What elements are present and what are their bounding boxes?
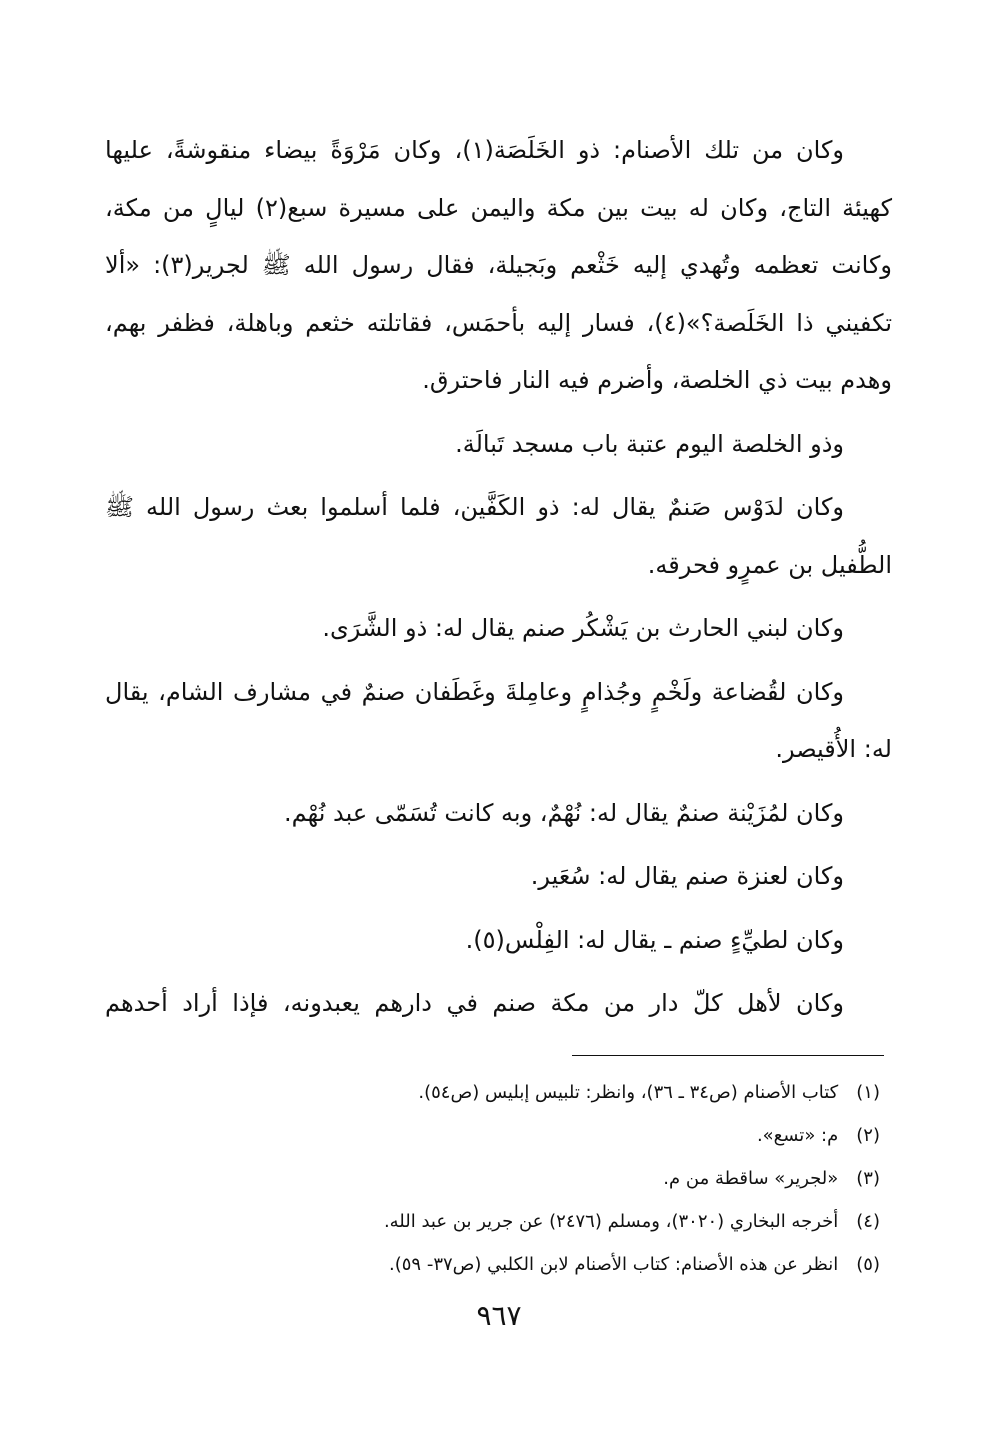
paragraph-bani-harith: وكان لبني الحارث بن يَشْكُر صنم يقال له: ذو الشَّرَى. — [322, 614, 844, 642]
paragraph-anaza: وكان لعنزة صنم يقال له: سُعَير. — [530, 862, 844, 890]
footnote-item — [240, 1243, 880, 1286]
main-text — [105, 122, 892, 1039]
footnotes — [240, 1071, 880, 1286]
footnote-number: (١) — [856, 1082, 880, 1103]
footnote-text: «لجرير» ساقطة من م. — [663, 1168, 839, 1189]
paragraph-daws: وكان لدَوْس صَنمٌ يقال له: ذو الكَفَّين، فلما أسلموا بعث رسول الله ﷺ الطُّفيل بن عمرٍو فحرقه. — [105, 493, 892, 579]
footnote-separator — [572, 1055, 884, 1056]
paragraph-ahl-makka: وكان لأهل كلّ دار من مكة صنم في دارهم يعبدونه، فإذا أراد أحدهم — [105, 989, 844, 1017]
footnote-text: م: «تسع». — [756, 1125, 839, 1146]
footnote-item — [240, 1157, 880, 1200]
footnote-number: (٥) — [856, 1254, 880, 1275]
footnote-text: انظر عن هذه الأصنام: كتاب الأصنام لابن الكلبي (ص٣٧- ٥٩). — [389, 1254, 839, 1275]
footnote-number: (٤) — [856, 1211, 880, 1232]
paragraph-tayy: وكان لطيِّءٍ صنم ـ يقال له: الفِلْس(٥). — [465, 925, 844, 954]
footnote-item — [240, 1114, 880, 1157]
footnote-item — [240, 1071, 880, 1114]
paragraph-muzayna: وكان لمُزَيْنة صنمٌ يقال له: نُهْمٌ، وبه كانت تُسَمّى عبد نُهْم. — [284, 798, 844, 827]
footnote-number: (٣) — [856, 1168, 880, 1189]
footnote-text: كتاب الأصنام (ص٣٤ ـ ٣٦)، وانظر: تلبيس إبليس (ص٥٤). — [418, 1082, 839, 1103]
paragraph-khalasa-today: وذو الخلصة اليوم عتبة باب مسجد تَبالَة. — [455, 429, 844, 458]
footnote-item — [240, 1200, 880, 1243]
paragraph-qudaa: وكان لقُضاعة ولَخْمٍ وجُذامٍ وعامِلةَ وغَطَفان صنمٌ في مشارف الشام، يقال له: الأُقيصر. — [105, 677, 892, 763]
paragraph-dhul-khalasa: وكان من تلك الأصنام: ذو الخَلَصَة(١)، وكان مَرْوَةً بيضاء منقوشةً، عليها كهيئة التاج، وكان له بيت بين مكة واليمن على مسيرة سبع(٢) ليالٍ من مكة، وكانت تعظمه وتُهدي إليه خَثْعم وبَجيلة، فقال رسول الله ﷺ لجرير(٣): «ألا تكفيني ذا الخَلَصة؟»(٤)، فسار إليه بأحمَس، فقاتلته خثعم وباهلة، فظفر بهم، وهدم بيت ذي الخلصة، وأضرم فيه النار فاحترق. — [105, 136, 893, 394]
footnote-number: (٢) — [856, 1125, 880, 1146]
page-number: ٩٦٧ — [476, 1299, 522, 1332]
footnote-text: أخرجه البخاري (٣٠٢٠)، ومسلم (٢٤٧٦) عن جرير بن عبد الله. — [383, 1211, 839, 1232]
